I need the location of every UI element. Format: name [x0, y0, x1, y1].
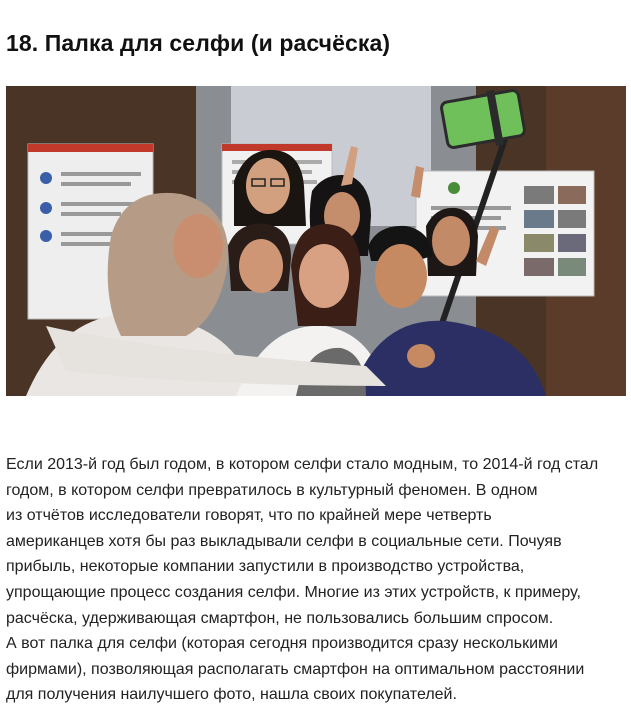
body-line: годом, в котором селфи превратилось в культурный феномен. В одном	[6, 481, 538, 499]
body-line: прибыль, некоторые компании запустили в производство устройства,	[6, 558, 525, 576]
body-line: из отчётов исследователи говорят, что по крайней мере четверть	[6, 507, 492, 525]
body-line: фирмами), позволяющая располагать смартфон на оптимальном расстоянии	[6, 660, 585, 678]
selfie-photo-illustration	[6, 86, 626, 396]
body-line: для получения наилучшего фото, нашла своих покупателей.	[6, 686, 457, 704]
body-line: упрощающие процесс создания селфи. Многие из этих устройств, к примеру,	[6, 583, 581, 601]
body-line: американцев хотя бы раз выкладывали селфи в социальные сети. Почуяв	[6, 532, 562, 550]
body-line: расчёска, удерживающая смартфон, не пользовались большим спросом.	[6, 609, 554, 627]
body-line: Если 2013-й год был годом, в котором селфи стало модным, то 2014-й год стал	[6, 456, 599, 473]
body-line: А вот палка для селфи (которая сегодня производится сразу несколькими	[6, 635, 558, 653]
article-body	[6, 452, 628, 708]
article-photo	[6, 86, 626, 396]
article-title: 18. Палка для селфи (и расчёска)	[6, 30, 391, 56]
